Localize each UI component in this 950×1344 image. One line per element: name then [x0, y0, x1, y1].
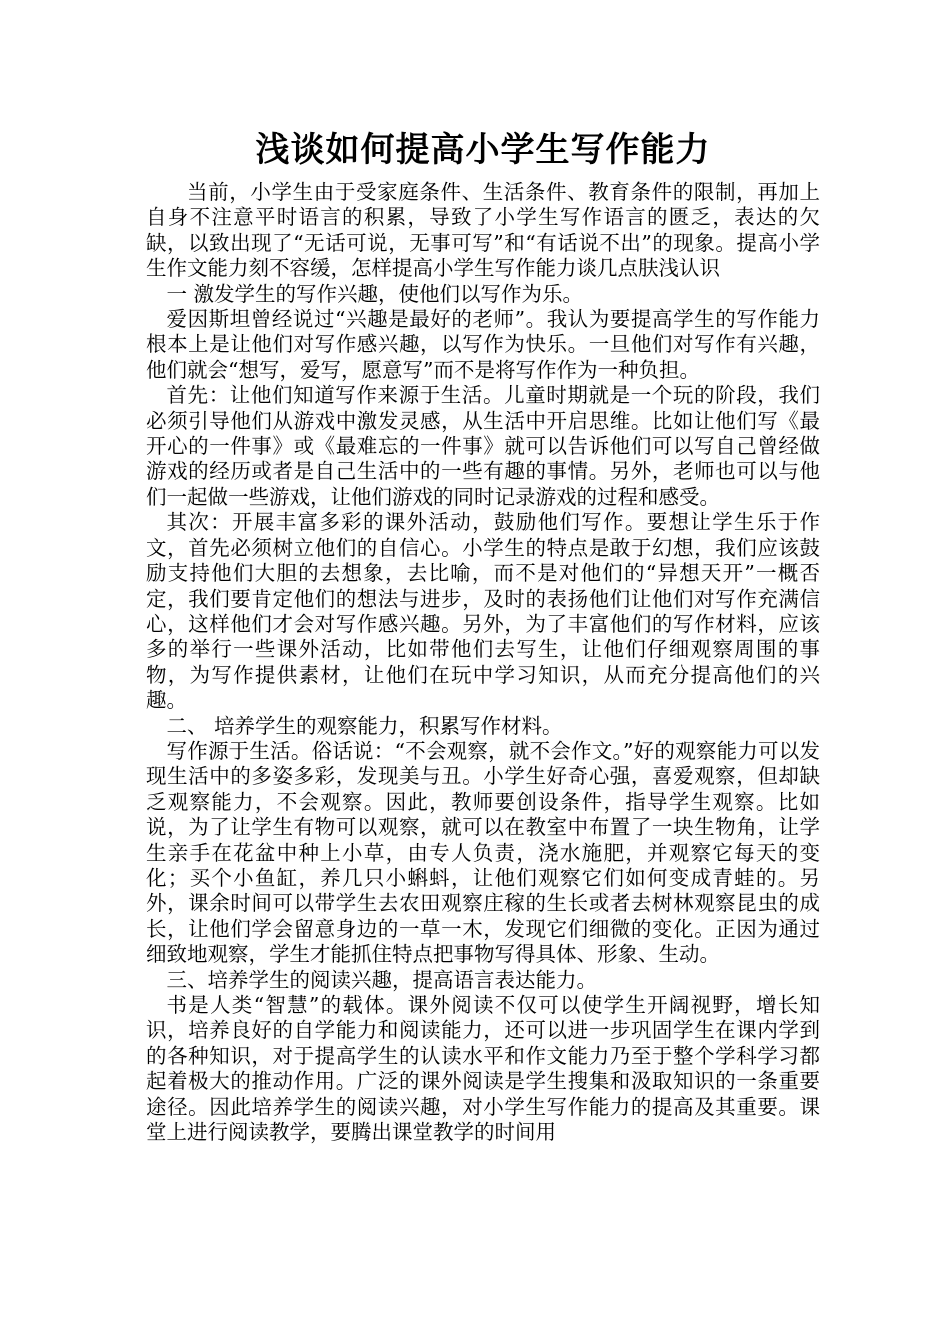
document-body	[146, 180, 820, 1145]
paragraph: 其次：开展丰富多彩的课外活动，鼓励他们写作。要想让学生乐于作文，首先必须树立他们的自信心。小学生的特点是敢于幻想，我们应该鼓励支持他们大胆的去想象，去比喻，而不是对他们的“异想天开”一概否定，我们要肯定他们的想法与进步，及时的表扬他们让他们对写作充满信心，这样他们才会对写作感兴趣。另外，为了丰富他们的写作材料，应该多的举行一些课外活动，比如带他们去写生，让他们仔细观察周围的事物，为写作提供素材，让他们在玩中学习知识，从而充分提高他们的兴趣。	[146, 510, 820, 713]
section-heading: 二、 培养学生的观察能力，积累写作材料。	[166, 713, 563, 738]
paragraph: 书是人类“智慧”的载体。课外阅读不仅可以使学生开阔视野，增长知识，培养良好的自学能力和阅读能力，还可以进一步巩固学生在课内学到的各种知识，对于提高学生的认读水平和作文能力乃至于整个学科学习都起着极大的推动作用。广泛的课外阅读是学生搜集和汲取知识的一条重要途径。因此培养学生的阅读兴趣，对小学生写作能力的提高及其重要。课堂上进行阅读教学，要腾出课堂教学的时间用	[146, 993, 820, 1145]
document-title: 浅谈如何提高小学生写作能力	[255, 130, 711, 170]
paragraph: 爱因斯坦曾经说过“兴趣是最好的老师”。我认为要提高学生的写作能力根本上是让他们对写作感兴趣，以写作为快乐。一旦他们对写作有兴趣，他们就会“想写，爱写，愿意写”而不是将写作作为一种负担。	[146, 307, 820, 382]
section-heading: 一 激发学生的写作兴趣，使他们以写作为乐。	[166, 281, 584, 306]
section-heading: 三、培养学生的阅读兴趣，提高语言表达能力。	[166, 967, 597, 992]
paragraph: 首先：让他们知道写作来源于生活。儿童时期就是一个玩的阶段，我们必须引导他们从游戏中激发灵感，从生活中开启思维。比如让他们写《最开心的一件事》或《最难忘的一件事》就可以告诉他们可以写自己曾经做游戏的经历或者是自己生活中的一些有趣的事情。另外，老师也可以与他们一起做一些游戏，让他们游戏的同时记录游戏的过程和感受。	[146, 383, 820, 509]
paragraph: 当前，小学生由于受家庭条件、生活条件、教育条件的限制，再加上自身不注意平时语言的积累，导致了小学生写作语言的匮乏，表达的欠缺，以致出现了“无话可说，无事可写”和“有话说不出”的现象。提高小学生作文能力刻不容缓，怎样提高小学生写作能力谈几点肤浅认识	[146, 180, 820, 281]
paragraph: 写作源于生活。俗话说：“不会观察，就不会作文。”好的观察能力可以发现生活中的多姿多彩，发现美与丑。小学生好奇心强，喜爱观察，但却缺乏观察能力，不会观察。因此，教师要创设条件，指导学生观察。比如说，为了让学生有物可以观察，就可以在教室中布置了一块生物角，让学生亲手在花盆中种上小草，由专人负责，浇水施肥，并观察它每天的变化；买个小鱼缸，养几只小蝌蚪，让他们观察它们如何变成青蛙的。另外，课余时间可以带学生去农田观察庄稼的生长或者去树林观察昆虫的成长，让他们学会留意身边的一草一木，发现它们细微的变化。正因为通过细致地观察，学生才能抓住特点把事物写得具体、形象、生动。	[146, 738, 820, 967]
